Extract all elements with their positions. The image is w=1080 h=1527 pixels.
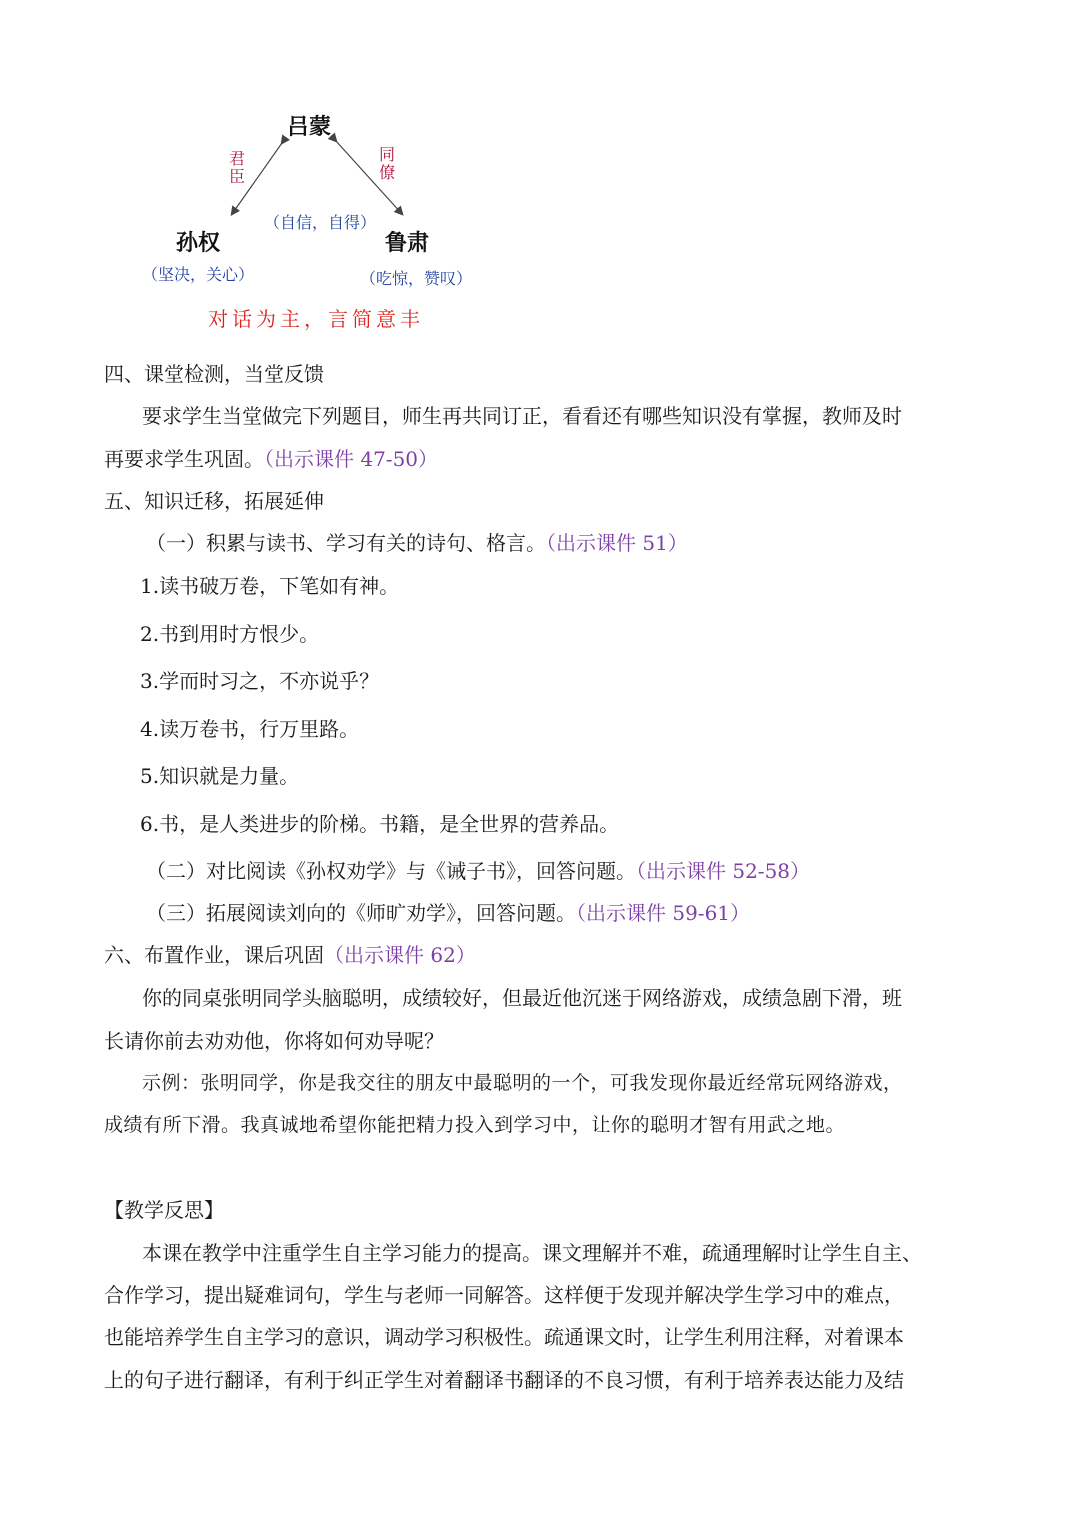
node-lusu: 鲁肃 [385,231,430,256]
section4-line2 [104,443,438,472]
relation-junchen: 君臣 [228,149,245,186]
section4-line2-text: 再要求学生巩固。 [104,447,264,471]
relation-tongliao: 同僚 [378,145,395,182]
list-item: 3.学而时习之，不亦说乎？ [140,669,380,693]
section4-line1: 要求学生当堂做完下列题目，师生再共同订正，看看还有哪些知识没有掌握，教师及时 [142,404,902,428]
trait-right: （吃惊，赞叹） [360,269,473,288]
reflection-line: 合作学习，提出疑难词句，学生与老师一同解答。这样便于发现并解决学生学习中的难点， [104,1283,904,1307]
section5-sub1-ref: （出示课件 51） [546,531,688,555]
section6-heading-ref: （出示课件 62） [324,943,476,967]
section5-sub3 [146,897,750,926]
section5-sub3-ref: （出示课件 59-61） [576,901,751,925]
reflection-heading: 【教学反思】 [104,1198,224,1222]
section6-heading [104,939,476,968]
section5-sub1 [146,527,688,556]
section6-example1: 示例：张明同学，你是我交往的朋友中最聪明的一个，可我发现你最近经常玩网络游戏， [142,1072,903,1094]
section5-sub2-text: （二）对比阅读《孙权劝学》与《诫子书》，回答问题。 [146,859,636,883]
reflection-line: 上的句子进行翻译，有利于纠正学生对着翻译书翻译的不良习惯，有利于培养表达能力及结 [104,1368,904,1392]
section6-heading-text: 六、布置作业，课后巩固 [104,943,324,967]
section6-line1: 你的同桌张明同学头脑聪明，成绩较好，但最近他沉迷于网络游戏，成绩急剧下滑，班 [142,986,902,1010]
diagram-slogan: 对话为主，言简意丰 [208,307,424,331]
list-item: 4.读万卷书，行万里路。 [140,717,360,741]
reflection-line: 也能培养学生自主学习的意识，调动学习积极性。疏通课文时，让学生利用注释，对着课本 [104,1325,904,1349]
node-lvmeng: 吕蒙 [287,115,332,140]
reflection-line: 本课在教学中注重学生自主学习能力的提高。课文理解并不难，疏通理解时让学生自主、 [142,1241,922,1265]
list-item: 1.读书破万卷，下笔如有神。 [140,574,400,598]
node-sunquan: 孙权 [176,231,221,256]
section5-sub2 [146,855,810,884]
list-item: 6.书，是人类进步的阶梯。书籍，是全世界的营养品。 [140,812,620,836]
section5-heading: 五、知识迁移，拓展延伸 [104,489,324,513]
section5-sub2-ref: （出示课件 52-58） [636,859,811,883]
section5-sub1-text: （一）积累与读书、学习有关的诗句、格言。 [146,531,546,555]
section4-ref: （出示课件 47-50） [264,447,439,471]
trait-left: （坚决，关心） [142,265,255,284]
section5-sub3-text: （三）拓展阅读刘向的《师旷劝学》，回答问题。 [146,901,576,925]
list-item: 5.知识就是力量。 [140,764,300,788]
trait-center: （自信，自得） [264,213,377,232]
section6-line2: 长请你前去劝劝他，你将如何劝导呢？ [104,1029,444,1053]
list-item: 2.书到用时方恨少。 [140,622,320,646]
section4-heading: 四、课堂检测，当堂反馈 [104,362,324,386]
section6-example2: 成绩有所下滑。我真诚地希望你能把精力投入到学习中，让你的聪明才智有用武之地。 [104,1114,846,1136]
